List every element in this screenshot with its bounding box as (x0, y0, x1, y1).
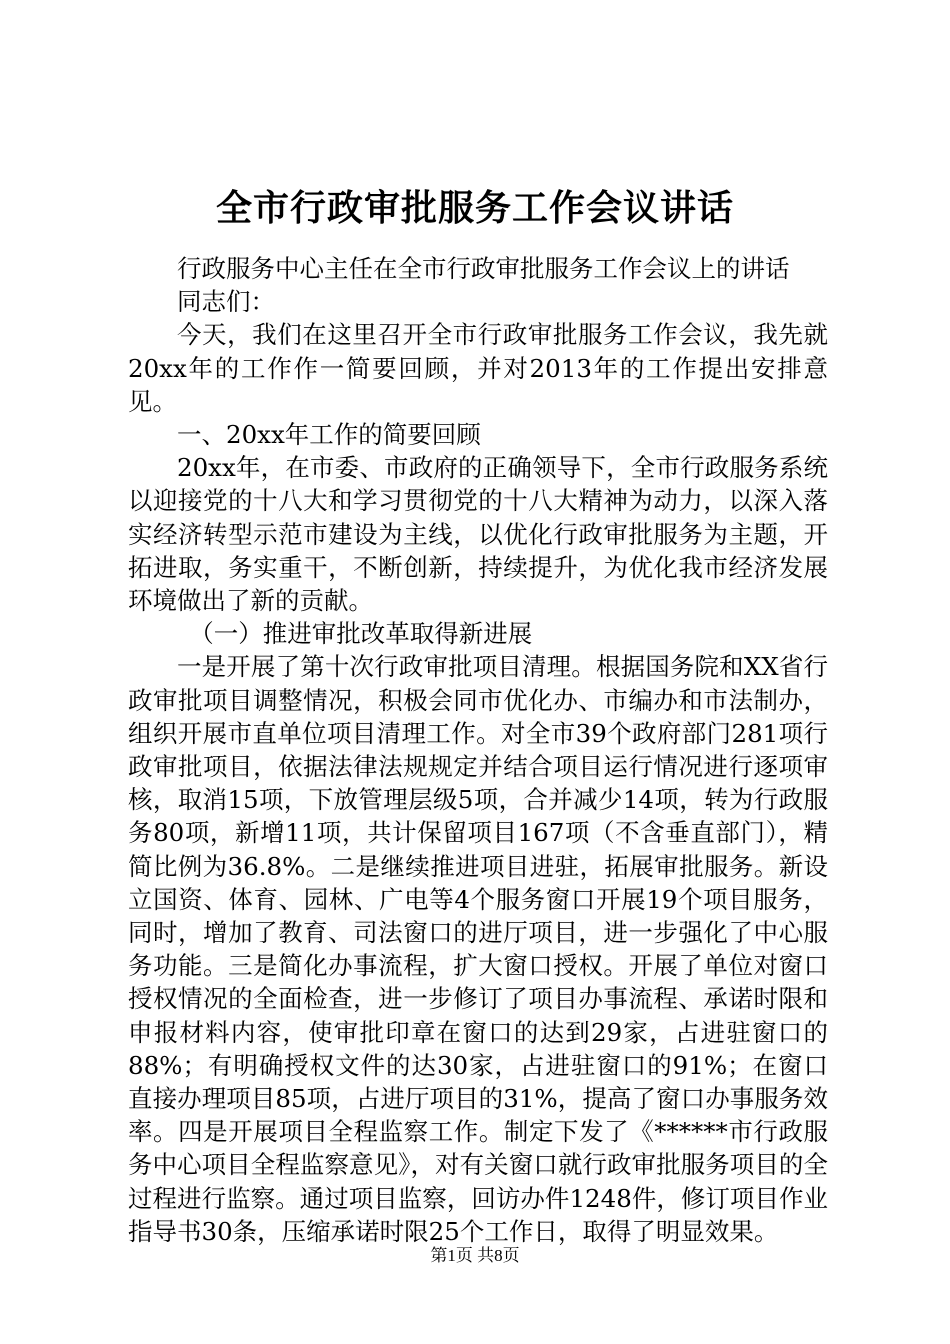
document-title: 全市行政审批服务工作会议讲话 (215, 187, 734, 229)
paragraph-review: 20xx年，在市委、市政府的正确领导下，全市行政服务系统以迎接党的十八大和学习贯彻党的十八大精神为动力，以深入落实经济转型示范市建设为主线，以优化行政审批服务为主题，开拓进取，务实重干，不断创新，持续提升，为优化我市经济发展环境做出了新的贡献。 (128, 453, 828, 616)
document-body (128, 252, 828, 1248)
section-heading-1: 一、20xx年工作的简要回顾 (177, 420, 481, 450)
salutation: 同志们： (177, 287, 275, 317)
subsection-heading-1: （一）推进审批改革取得新进展 (189, 619, 533, 649)
speech-subtitle: 行政服务中心主任在全市行政审批服务工作会议上的讲话 (177, 254, 790, 283)
paragraph-reform: 一是开展了第十次行政审批项目清理。根据国务院和XX省行政审批项目调整情况，积极会同市优化办、市编办和市法制办，组织开展市直单位项目清理工作。对全市39个政府部门281项行政审批项目，依据法律法规规定并结合项目运行情况进行逐项审核，取消15项，下放管理层级5项，合并减少14项，转为行政服务80项，新增11项，共计保留项目167项（不含垂直部门），精简比例为36.8%。二是继续推进项目进驻，拓展审批服务。新设立国资、体育、园林、广电等4个服务窗口开展19个项目服务，同时，增加了教育、司法窗口的进厅项目，进一步强化了中心服务功能。三是简化办事流程，扩大窗口授权。开展了单位对窗口授权情况的全面检查，进一步修订了项目办事流程、承诺时限和申报材料内容，使审批印章在窗口的达到29家，占进驻窗口的88%；有明确授权文件的达30家，占进驻窗口的91%；在窗口直接办理项目85项，占进厅项目的31%，提高了窗口办事服务效率。四是开展项目全程监察工作。制定下发了《******市行政服务中心项目全程监察意见》，对有关窗口就行政审批服务项目的全过程进行监察。通过项目监察，回访办件1248件，修订项目作业指导书30条，压缩承诺时限25个工作日，取得了明显效果。 (128, 652, 828, 1246)
paragraph-opening: 今天，我们在这里召开全市行政审批服务工作会议，我先就20xx年的工作作一简要回顾，并对2013年的工作提出安排意见。 (128, 320, 828, 416)
page-footer: 第1页 共8页 (430, 1246, 520, 1265)
